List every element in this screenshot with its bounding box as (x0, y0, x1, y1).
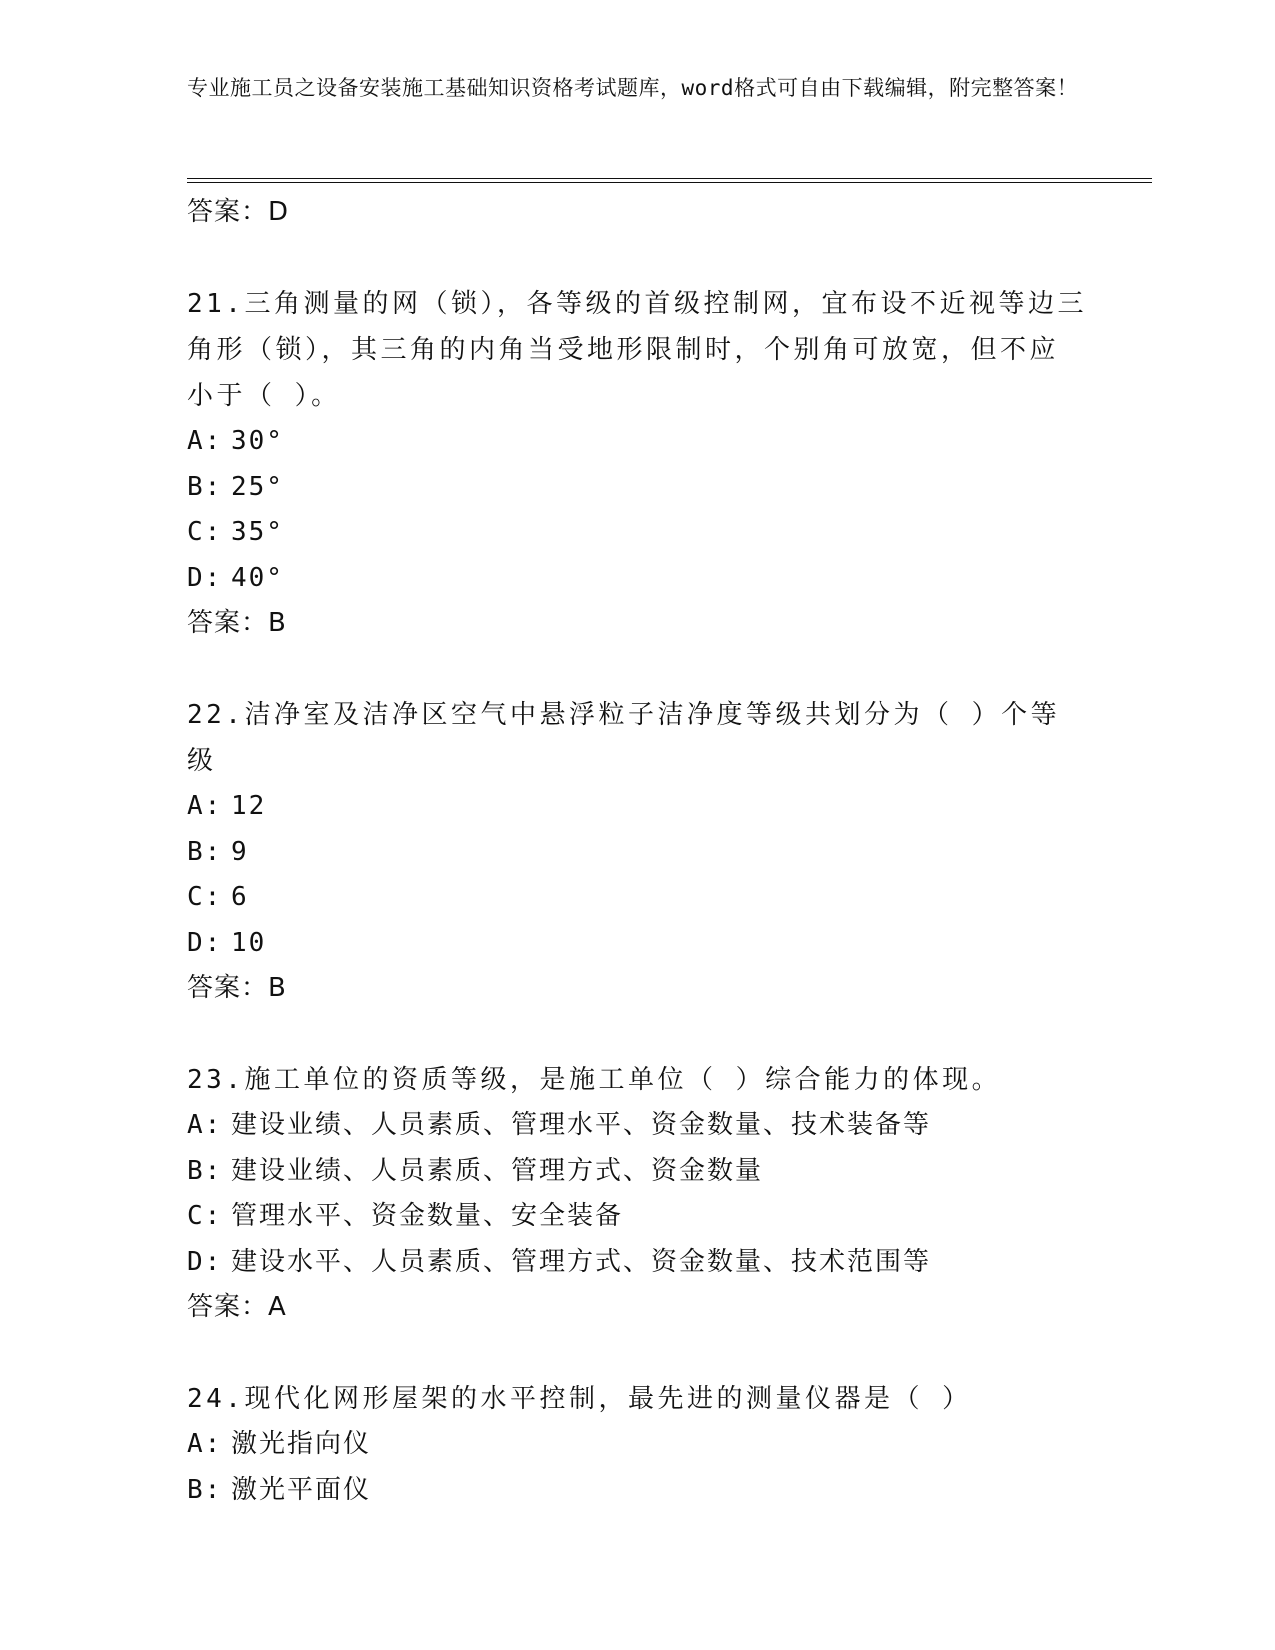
option-text: 建设水平、人员素质、管理方式、资金数量、技术范围等 (231, 1246, 932, 1277)
option-text: 6 (231, 882, 249, 912)
option-text: 40° (231, 562, 284, 593)
answer-line (187, 190, 1087, 235)
answer-prefix: 答案： (187, 197, 269, 227)
answer-prefix: 答案： (187, 973, 269, 1003)
question-22 (187, 692, 1087, 1011)
option-text: 9 (231, 836, 249, 867)
option-key: B: (187, 1155, 223, 1186)
question-stem (187, 281, 1087, 419)
option-key: B: (187, 471, 223, 502)
question-stem (187, 1057, 1087, 1103)
option-text: 建设业绩、人员素质、管理水平、资金数量、技术装备等 (231, 1110, 932, 1140)
option-a (187, 1422, 1087, 1468)
option-text: 12 (231, 791, 267, 821)
option-key: B: (187, 1474, 223, 1505)
option-key: D: (187, 1246, 223, 1277)
answer-line (187, 966, 1087, 1011)
question-stem (187, 692, 1087, 784)
option-key: D: (187, 562, 223, 593)
option-key: C: (187, 882, 223, 912)
option-text: 35° (231, 517, 284, 547)
answer-value: D (268, 197, 290, 227)
option-a (187, 784, 1087, 830)
question-number: 21. (187, 289, 245, 319)
option-c (187, 1194, 1087, 1240)
question-21 (187, 281, 1087, 646)
page-header (187, 72, 1087, 105)
option-b (187, 830, 1087, 876)
option-key: C: (187, 1201, 223, 1231)
answer-value: B (268, 973, 287, 1003)
question-stem (187, 1376, 1087, 1422)
option-c (187, 510, 1087, 556)
option-text: 30° (231, 426, 284, 456)
option-key: A: (187, 1429, 223, 1459)
option-key: A: (187, 1110, 223, 1140)
option-text: 激光指向仪 (231, 1429, 372, 1459)
option-key: B: (187, 836, 223, 867)
question-number: 24. (187, 1384, 245, 1414)
option-key: A: (187, 426, 223, 456)
option-text: 25° (231, 471, 284, 502)
question-text: 洁净室及洁净区空气中悬浮粒子洁净度等级共划分为（ ）个等级 (187, 700, 1061, 776)
question-text: 施工单位的资质等级，是施工单位（ ）综合能力的体现。 (244, 1065, 1002, 1095)
document-body (187, 190, 1087, 1513)
option-text: 建设业绩、人员素质、管理方式、资金数量 (231, 1155, 764, 1186)
header-text: 专业施工员之设备安装施工基础知识资格考试题库，word格式可自由下载编辑，附完整答案！ (187, 76, 1079, 100)
option-text: 10 (231, 927, 267, 958)
option-b (187, 1468, 1087, 1514)
answer-value: A (268, 1292, 287, 1322)
question-number: 23. (187, 1065, 245, 1095)
question-text: 现代化网形屋架的水平控制，最先进的测量仪器是（ ） (244, 1384, 972, 1414)
option-key: A: (187, 791, 223, 821)
header-divider (187, 178, 1152, 183)
question-text: 三角测量的网（锁），各等级的首级控制网，宜布设不近视等边三角形（锁），其三角的内角当受地形限制时，个别角可放宽，但不应小于（ ）。 (187, 289, 1087, 411)
option-text: 激光平面仪 (231, 1474, 372, 1505)
question-24 (187, 1376, 1087, 1513)
option-b (187, 1149, 1087, 1195)
question-23 (187, 1057, 1087, 1330)
answer-line (187, 1285, 1087, 1330)
option-a (187, 419, 1087, 465)
option-text: 管理水平、资金数量、安全装备 (231, 1201, 624, 1231)
option-d (187, 921, 1087, 967)
option-key: C: (187, 517, 223, 547)
question-number: 22. (187, 700, 245, 730)
option-a (187, 1103, 1087, 1149)
answer-line (187, 601, 1087, 646)
answer-prefix: 答案： (187, 1292, 269, 1322)
option-c (187, 875, 1087, 921)
answer-prefix: 答案： (187, 608, 269, 638)
option-b (187, 465, 1087, 511)
option-key: D: (187, 927, 223, 958)
option-d (187, 1240, 1087, 1286)
answer-value: B (268, 608, 287, 638)
option-d (187, 556, 1087, 602)
